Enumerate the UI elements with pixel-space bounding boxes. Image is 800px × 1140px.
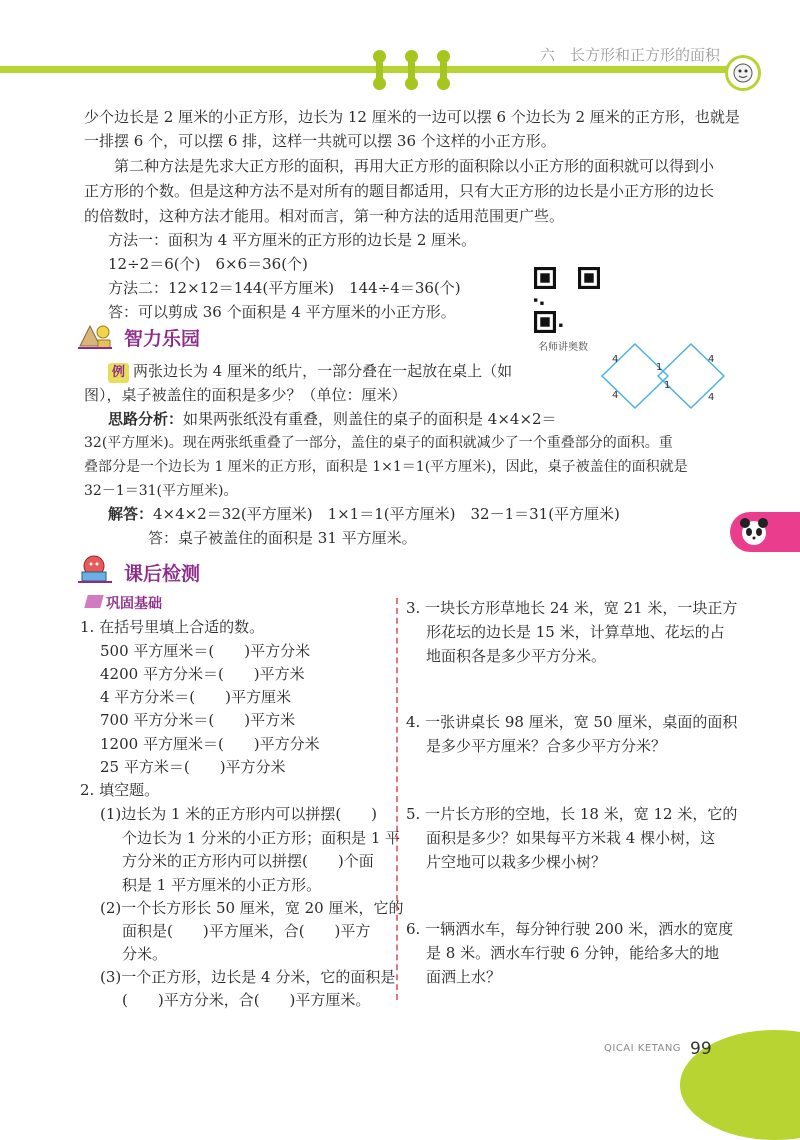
fill-blank-item: 4200 平方分米＝( )平方米	[100, 665, 305, 683]
question-5: 5. 一片长方形的空地，长 18 米，宽 12 米，它的	[406, 805, 738, 823]
intro-line: 的倍数时，这种方法才能用。相对而言，第一种方法的适用范围更广些。	[84, 207, 565, 225]
figure-label: 4	[708, 392, 715, 403]
fill-blank-item: 700 平方分米＝( )平方米	[100, 711, 296, 729]
basic-label: 巩固基础	[86, 593, 180, 611]
q2-text: ( )平方分米，合( )平方厘米。	[122, 991, 371, 1009]
question-6: 6. 一辆洒水车，每分钟行驶 200 米，洒水的宽度	[406, 920, 734, 938]
figure-label: 4	[612, 390, 619, 401]
analysis-text: 32(平方厘米)。现在两张纸重叠了一部分，盖住的桌子的面积就减少了一个重叠部分的面积。重	[84, 435, 673, 451]
q2-text: 积是 1 平方厘米的小正方形。	[122, 876, 322, 894]
question-4: 4. 一张讲桌长 98 厘米，宽 50 厘米，桌面的面积	[406, 713, 738, 731]
fill-blank-item: 25 平方米＝( )平方分米	[100, 758, 286, 776]
question-5: 片空地可以栽多少棵小树？	[426, 853, 607, 871]
question-4: 是多少平方厘米？合多少平方分米？	[426, 737, 667, 755]
fill-blank-item: 500 平方厘米＝( )平方分米	[100, 642, 311, 660]
intro-line: 一排摆 6 个，可以摆 6 排，这样一共就可以摆 36 个这样的小正方形。	[84, 132, 556, 150]
intro-line: 正方形的个数。但是这种方法不是对所有的题目都适用，只有大正方形的边长是小正方形的边长	[84, 182, 715, 200]
fill-blank-item: 1200 平方厘米＝( )平方分米	[100, 735, 320, 753]
figure-label: 4	[612, 354, 619, 365]
panda-icon	[734, 512, 774, 552]
intro-answer: 答：可以剪成 36 个面积是 4 平方厘米的小正方形。	[108, 303, 456, 321]
homework-section-icon	[76, 552, 114, 584]
figure-label: 4	[708, 354, 715, 365]
intro-line: 第二种方法是先求大正方形的面积，再用大正方形的面积除以小正方形的面积就可以得到小	[84, 157, 715, 175]
column-divider	[396, 598, 398, 1000]
q2-text: 分米。	[122, 945, 168, 963]
q2-text: 面积是( )平方厘米，合( )平方	[122, 922, 371, 940]
overlap-squares-figure	[596, 340, 741, 412]
q2-text: 方分米的正方形内可以拼摆( )个面	[122, 852, 374, 870]
analysis-text: 32－1＝31(平方厘米)。	[84, 483, 238, 499]
chapter-title: 六 长方形和正方形的面积	[539, 46, 720, 64]
homework-title: 课后检测	[124, 563, 201, 585]
figure-label: 1	[656, 362, 663, 373]
puzzle-answer: 答：桌子被盖住的面积是 31 平方厘米。	[148, 529, 417, 547]
puzzle-title: 智力乐园	[124, 328, 201, 350]
question-6: 面洒上水？	[426, 968, 502, 986]
method-one-calc: 12÷2＝6(个) 6×6＝36(个)	[108, 255, 308, 273]
footer-brand: QICAI KETANG	[604, 1043, 682, 1054]
q2-text: (1)边长为 1 米的正方形内可以拼摆( )	[100, 805, 378, 823]
example-badge: 例	[108, 363, 129, 383]
question-3: 地面积各是多少平方分米。	[426, 647, 607, 665]
question-3: 形花坛的边长是 15 米，计算草地、花坛的占	[426, 623, 725, 641]
q2-text: (3)一个正方形，边长是 4 分米，它的面积是	[100, 968, 396, 986]
solution-label: 解答：	[108, 505, 154, 523]
example-question-line	[108, 361, 512, 383]
figure-label: 1	[664, 380, 671, 391]
page-number: 99	[690, 1039, 712, 1059]
qr-code[interactable]	[534, 267, 600, 333]
solution-text: 4×4×2＝32(平方厘米) 1×1＝1(平方厘米) 32－1＝31(平方厘米)	[153, 505, 620, 523]
method-two: 方法二：12×12＝144(平方厘米) 144÷4＝36(个)	[108, 279, 461, 297]
binder-ring	[408, 53, 415, 87]
question-5: 面积是多少？如果每平方米栽 4 棵小树，这	[426, 829, 716, 847]
intro-line: 少个边长是 2 厘米的小正方形，边长为 12 厘米的一边可以摆 6 个边长为 2 厘米的正方形，也就是	[84, 108, 740, 126]
side-tab	[730, 512, 800, 552]
header-bar	[0, 66, 745, 73]
binder-ring	[376, 53, 383, 87]
analysis-line	[108, 409, 557, 429]
q2-text: (2)一个长方形长 50 厘米，宽 20 厘米，它的	[100, 899, 404, 917]
analysis-text: 叠部分是一个边长为 1 厘米的正方形，面积是 1×1＝1(平方厘米)，因此，桌子被盖住的面积就是	[84, 459, 688, 475]
question-6: 是 8 米。洒水车行驶 6 分钟，能给多大的地	[426, 944, 720, 962]
question-text: 两张边长为 4 厘米的纸片，一部分叠在一起放在桌上（如	[133, 362, 513, 380]
question-2: 2. 填空题。	[80, 781, 160, 799]
fill-blank-item: 4 平方分米＝( )平方厘米	[100, 688, 292, 706]
puzzle-section-icon	[76, 320, 114, 352]
solution-line	[108, 504, 620, 524]
analysis-label: 思路分析：	[108, 410, 184, 428]
question-1: 1. 在括号里填上合适的数。	[80, 618, 265, 636]
question-3: 3. 一块长方形草地长 24 米，宽 21 米，一块正方	[406, 599, 738, 617]
analysis-text: 如果两张纸没有重叠，则盖住的桌子的面积是 4×4×2＝	[183, 410, 557, 428]
question-text: 图），桌子被盖住的面积是多少？（单位：厘米）	[84, 386, 407, 404]
qr-caption: 名师讲奥数	[538, 342, 588, 353]
mascot-icon	[725, 55, 761, 91]
method-one: 方法一：面积为 4 平方厘米的正方形的边长是 2 厘米。	[108, 231, 477, 249]
q2-text: 个边长为 1 分米的小正方形；面积是 1 平	[122, 829, 401, 847]
binder-ring	[440, 53, 447, 87]
